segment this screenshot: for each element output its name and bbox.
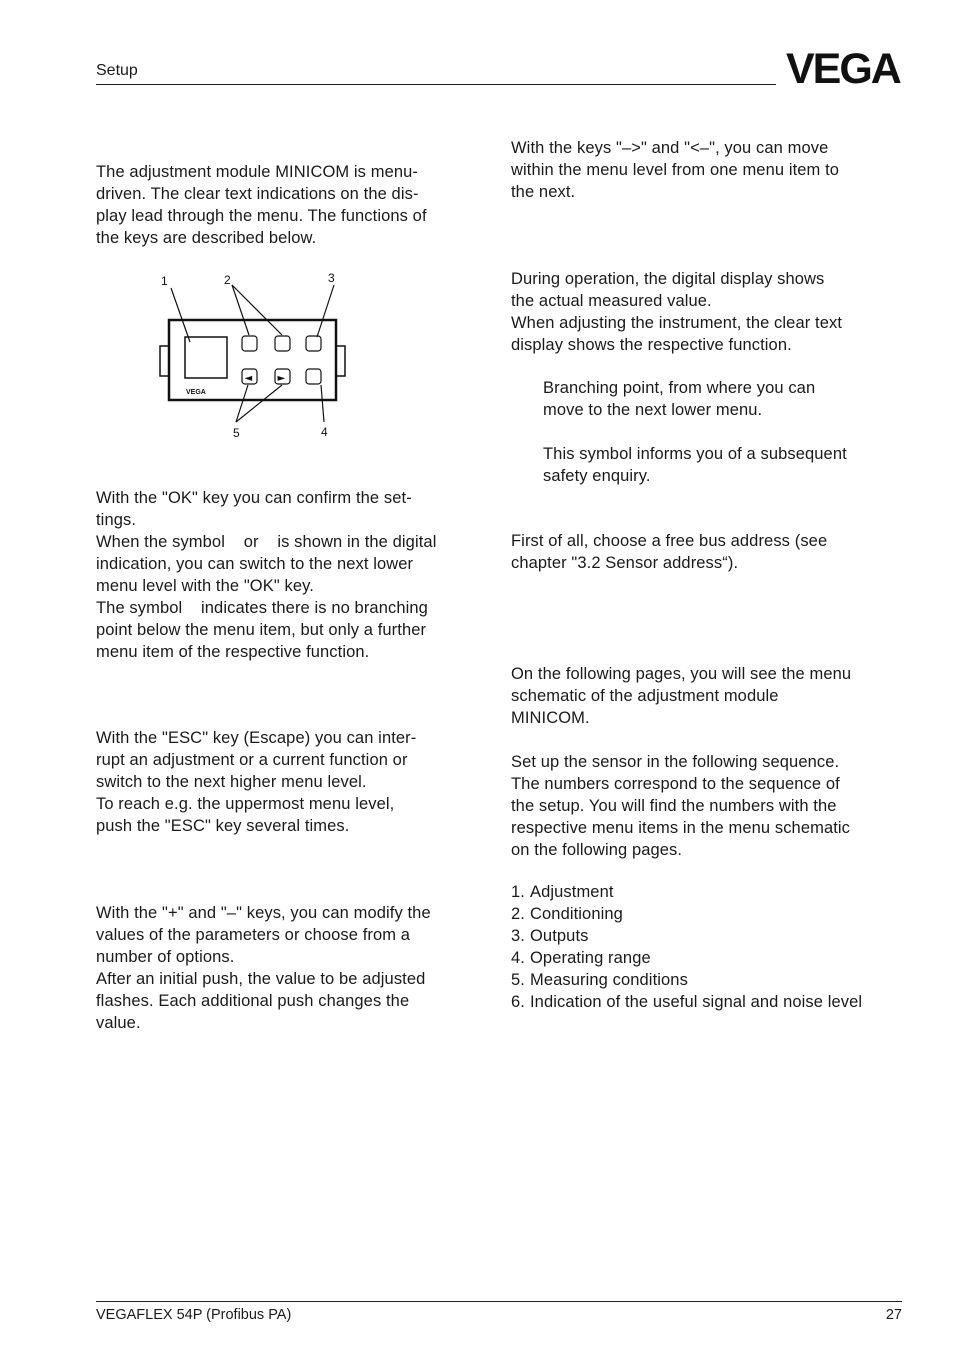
step-number: 6. bbox=[511, 993, 525, 1011]
display-line: During operation, the digital display shows bbox=[511, 270, 825, 288]
display-line: the actual measured value. bbox=[511, 292, 712, 310]
ok-key-paragraph bbox=[96, 487, 491, 663]
schematic-paragraph bbox=[511, 663, 906, 729]
safety-symbol-paragraph bbox=[543, 443, 903, 487]
callout-1: 1 bbox=[161, 274, 168, 288]
esc-key-line: To reach e.g. the uppermost menu level, bbox=[96, 795, 395, 813]
list-item bbox=[511, 925, 906, 947]
right-mount-tab bbox=[336, 346, 345, 376]
minus-key bbox=[306, 369, 321, 384]
callout-2: 2 bbox=[224, 273, 231, 287]
arrow-keys-line: With the keys "–>" and "<–", you can move bbox=[511, 139, 829, 157]
esc-key-line: With the "ESC" key (Escape) you can inter- bbox=[96, 729, 417, 747]
schematic-line: On the following pages, you will see the menu bbox=[511, 665, 852, 683]
schematic-line: MINICOM. bbox=[511, 709, 590, 727]
step-label: Measuring conditions bbox=[530, 971, 688, 989]
esc-key bbox=[306, 336, 321, 351]
device-logo: VEGA bbox=[186, 389, 206, 396]
ok-key-line: When the symbol or is shown in the digital bbox=[96, 533, 437, 551]
ok-key-line: indication, you can switch to the next lower bbox=[96, 555, 414, 573]
vega-logo-text: VEGA bbox=[786, 48, 900, 88]
step-label: Operating range bbox=[530, 949, 651, 967]
arrow-keys-line: within the menu level from one menu item to bbox=[511, 161, 840, 179]
plus-minus-line: flashes. Each additional push changes the bbox=[96, 992, 410, 1010]
product-name: VEGAFLEX 54P (Profibus PA) bbox=[96, 1307, 292, 1323]
intro-line: The adjustment module MINICOM is menu- bbox=[96, 163, 418, 181]
section-title: Setup bbox=[96, 62, 138, 79]
callout-3: 3 bbox=[328, 271, 335, 285]
setup-steps-list bbox=[511, 881, 906, 1013]
sequence-line: Set up the sensor in the following sequence. bbox=[511, 753, 840, 771]
ok-key-line: point below the menu item, but only a further bbox=[96, 621, 427, 639]
branch-symbol-line: move to the next lower menu. bbox=[543, 401, 763, 419]
step-number: 5. bbox=[511, 971, 525, 989]
plus-minus-line: value. bbox=[96, 1014, 141, 1032]
step-label: Outputs bbox=[530, 927, 589, 945]
intro-line: the keys are described below. bbox=[96, 229, 317, 247]
sequence-line: The numbers correspond to the sequence of bbox=[511, 775, 840, 793]
step-number: 1. bbox=[511, 883, 525, 901]
esc-key-line: push the "ESC" key several times. bbox=[96, 817, 350, 835]
step-number: 2. bbox=[511, 905, 525, 923]
intro-line: driven. The clear text indications on the dis- bbox=[96, 185, 419, 203]
list-item bbox=[511, 969, 906, 991]
sequence-line: respective menu items in the menu schematic bbox=[511, 819, 851, 837]
safety-symbol-line: This symbol informs you of a subsequent bbox=[543, 445, 847, 463]
arrow-keys-paragraph bbox=[511, 137, 906, 203]
safety-symbol-line: safety enquiry. bbox=[543, 467, 651, 485]
sequence-line: the setup. You will find the numbers with the bbox=[511, 797, 837, 815]
bus-address-line: chapter "3.2 Sensor address“). bbox=[511, 554, 739, 572]
step-label: Conditioning bbox=[530, 905, 623, 923]
list-item bbox=[511, 881, 906, 903]
step-number: 4. bbox=[511, 949, 525, 967]
lcd-display bbox=[185, 337, 227, 378]
plus-key bbox=[275, 336, 290, 351]
vega-logo bbox=[786, 48, 902, 93]
esc-key-paragraph bbox=[96, 727, 491, 837]
branch-symbol-paragraph bbox=[543, 377, 903, 421]
intro-line: play lead through the menu. The functions of bbox=[96, 207, 427, 225]
ok-key bbox=[242, 336, 257, 351]
list-item bbox=[511, 947, 906, 969]
footer-product bbox=[96, 1307, 291, 1323]
plus-minus-paragraph bbox=[96, 902, 491, 1034]
plus-minus-line: number of options. bbox=[96, 948, 235, 966]
ok-key-line: menu item of the respective function. bbox=[96, 643, 370, 661]
intro-paragraph bbox=[96, 161, 486, 249]
display-paragraph bbox=[511, 268, 906, 356]
bus-address-paragraph bbox=[511, 530, 906, 574]
plus-minus-line: After an initial push, the value to be adjusted bbox=[96, 970, 426, 988]
callout-5: 5 bbox=[233, 426, 240, 440]
ok-key-line: tings. bbox=[96, 511, 137, 529]
esc-key-line: switch to the next higher menu level. bbox=[96, 773, 367, 791]
display-line: display shows the respective function. bbox=[511, 336, 792, 354]
schematic-line: schematic of the adjustment module bbox=[511, 687, 779, 705]
ok-key-line: The symbol indicates there is no branching bbox=[96, 599, 428, 617]
sequence-line: on the following pages. bbox=[511, 841, 683, 859]
left-mount-tab bbox=[160, 346, 169, 376]
sequence-paragraph bbox=[511, 751, 906, 861]
step-label: Indication of the useful signal and noise level bbox=[530, 993, 863, 1011]
page-header bbox=[96, 62, 138, 80]
footer-page-number bbox=[886, 1307, 902, 1323]
right-arrow-glyph: ► bbox=[277, 373, 286, 384]
display-line: When adjusting the instrument, the clear text bbox=[511, 314, 843, 332]
plus-minus-line: With the "+" and "–" keys, you can modify the bbox=[96, 904, 431, 922]
step-number: 3. bbox=[511, 927, 525, 945]
minicom-figure bbox=[155, 268, 355, 443]
list-item bbox=[511, 991, 906, 1013]
arrow-keys-line: the next. bbox=[511, 183, 576, 201]
ok-key-line: menu level with the "OK" key. bbox=[96, 577, 314, 595]
footer-rule bbox=[96, 1301, 902, 1302]
bus-address-line: First of all, choose a free bus address (see bbox=[511, 532, 828, 550]
step-label: Adjustment bbox=[530, 883, 614, 901]
minicom-diagram bbox=[155, 268, 355, 443]
page-number: 27 bbox=[885, 1307, 902, 1323]
ok-key-line: With the "OK" key you can confirm the set- bbox=[96, 489, 412, 507]
header-rule bbox=[96, 84, 776, 85]
callout-4: 4 bbox=[321, 425, 328, 439]
branch-symbol-line: Branching point, from where you can bbox=[543, 379, 816, 397]
esc-key-line: rupt an adjustment or a current function or bbox=[96, 751, 408, 769]
left-arrow-glyph: ◄ bbox=[244, 373, 253, 384]
plus-minus-line: values of the parameters or choose from a bbox=[96, 926, 411, 944]
list-item bbox=[511, 903, 906, 925]
